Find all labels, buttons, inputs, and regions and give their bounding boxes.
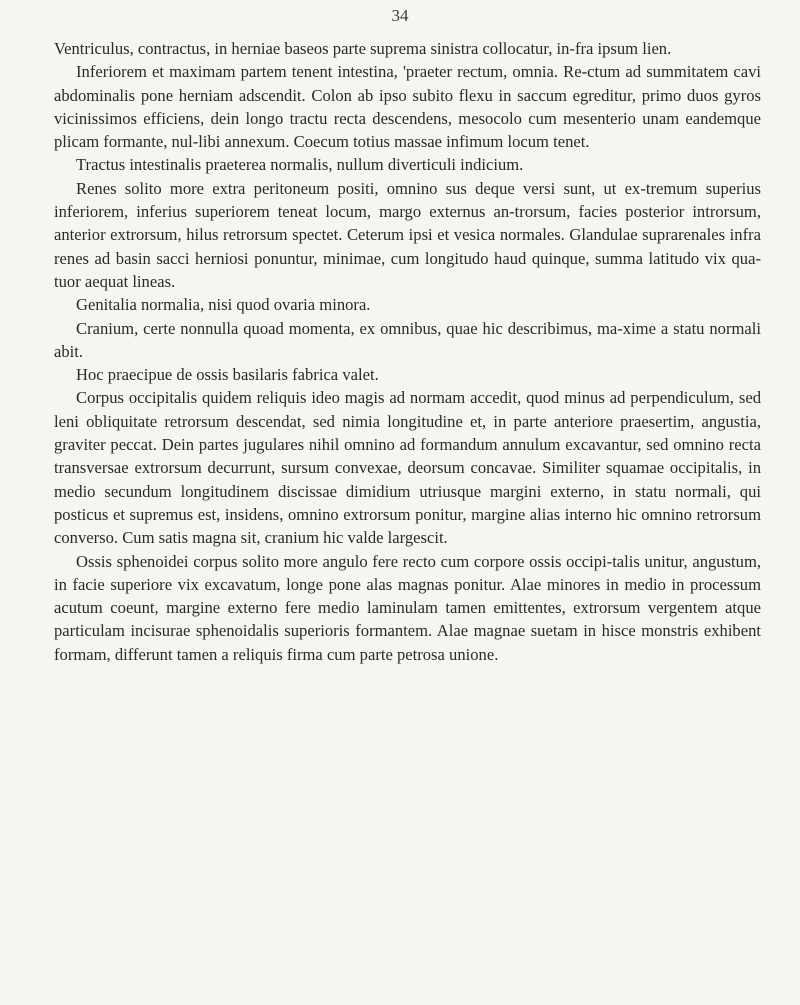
- paragraph-renes: Renes solito more extra peritoneum positi, omnino sus deque versi sunt, ut ex-tremum superius inferiorem, inferius superiorem teneat locum, margo externus an-trorsum, facies posterior introrsum, anterior extrorsum, hilus retrorsum spectet. Ceterum ipsi et vesica normales. Glandulae suprarenales infra renes ad basin sacci herniosi ponuntur, minimae, cum longitudo haud quinque, summa latitudo vix qua-tuor aequat lineas.: [54, 178, 761, 291]
- paragraph-ventriculus: Ventriculus, contractus, in herniae baseos parte suprema sinistra collocatur, in-fra ipsum lien.: [54, 39, 672, 58]
- paragraph-tractus: Tractus intestinalis praeterea normalis, nullum diverticuli indicium.: [76, 155, 524, 175]
- paragraph-genitalia: Genitalia normalia, nisi quod ovaria minora.: [76, 295, 371, 315]
- paragraph-basilaris: Hoc praecipue de ossis basilaris fabrica valet.: [76, 365, 379, 385]
- paragraph-sphenoidei: Ossis sphenoidei corpus solito more angulo fere recto cum corpore ossis occipi-talis unitur, angustum, in facie superiore vix excavatum, longe pone alas magnas ponitur. Alae minores in medio in processum acutum coeunt, margine externo fere medio laminulam tamen emittentes, extrorsum vergentem atque particulam incisurae sphenoidalis superioris formantem. Alae magnae suetam in hisce monstris exhibent formam, differunt tamen a reliquis firma cum parte petrosa unione.: [54, 551, 761, 664]
- paragraph-occipitalis: Corpus occipitalis quidem reliquis ideo magis ad normam accedit, quod minus ad perpendiculum, sed leni obliquitate retrorsum descendat, sed nimia longitudine et, in parte anteriore praesertim, angustia, graviter peccat. Dein partes jugulares nihil omnino ad formandum annulum excavantur, sed omnino recta transversae extrorsum decurrunt, sursum convexae, deorsum concavae. Similiter squamae occipitalis, in medio secundum longitudinem discissae dimidium utriusque margini externo, in statu normali, qui posticus et supremus est, insidens, omnino extrorsum ponitur, margine alias interno hic omnino retrorsum converso. Cum satis magna sit, cranium hic valde largescit.: [54, 388, 761, 548]
- paragraph-intestina: Inferiorem et maximam partem tenent intestina, 'praeter rectum, omnia. Re-ctum ad summitatem cavi abdominalis pone herniam adscendit. Colon ab ipso subito flexu in saccum egreditur, primo duos gyros vicinissimos efficiens, dein longo tractu recta descendens, mesocolo cum mesenterio unam eandemque plicam formante, nul-libi annexum. Coecum totius massae infimum locum tenet.: [54, 62, 761, 152]
- paragraph-cranium: Cranium, certe nonnulla quoad momenta, ex omnibus, quae hic describimus, ma-xime a statu normali abit.: [54, 318, 761, 361]
- page-number: 34: [391, 6, 409, 25]
- body-text: [54, 37, 761, 666]
